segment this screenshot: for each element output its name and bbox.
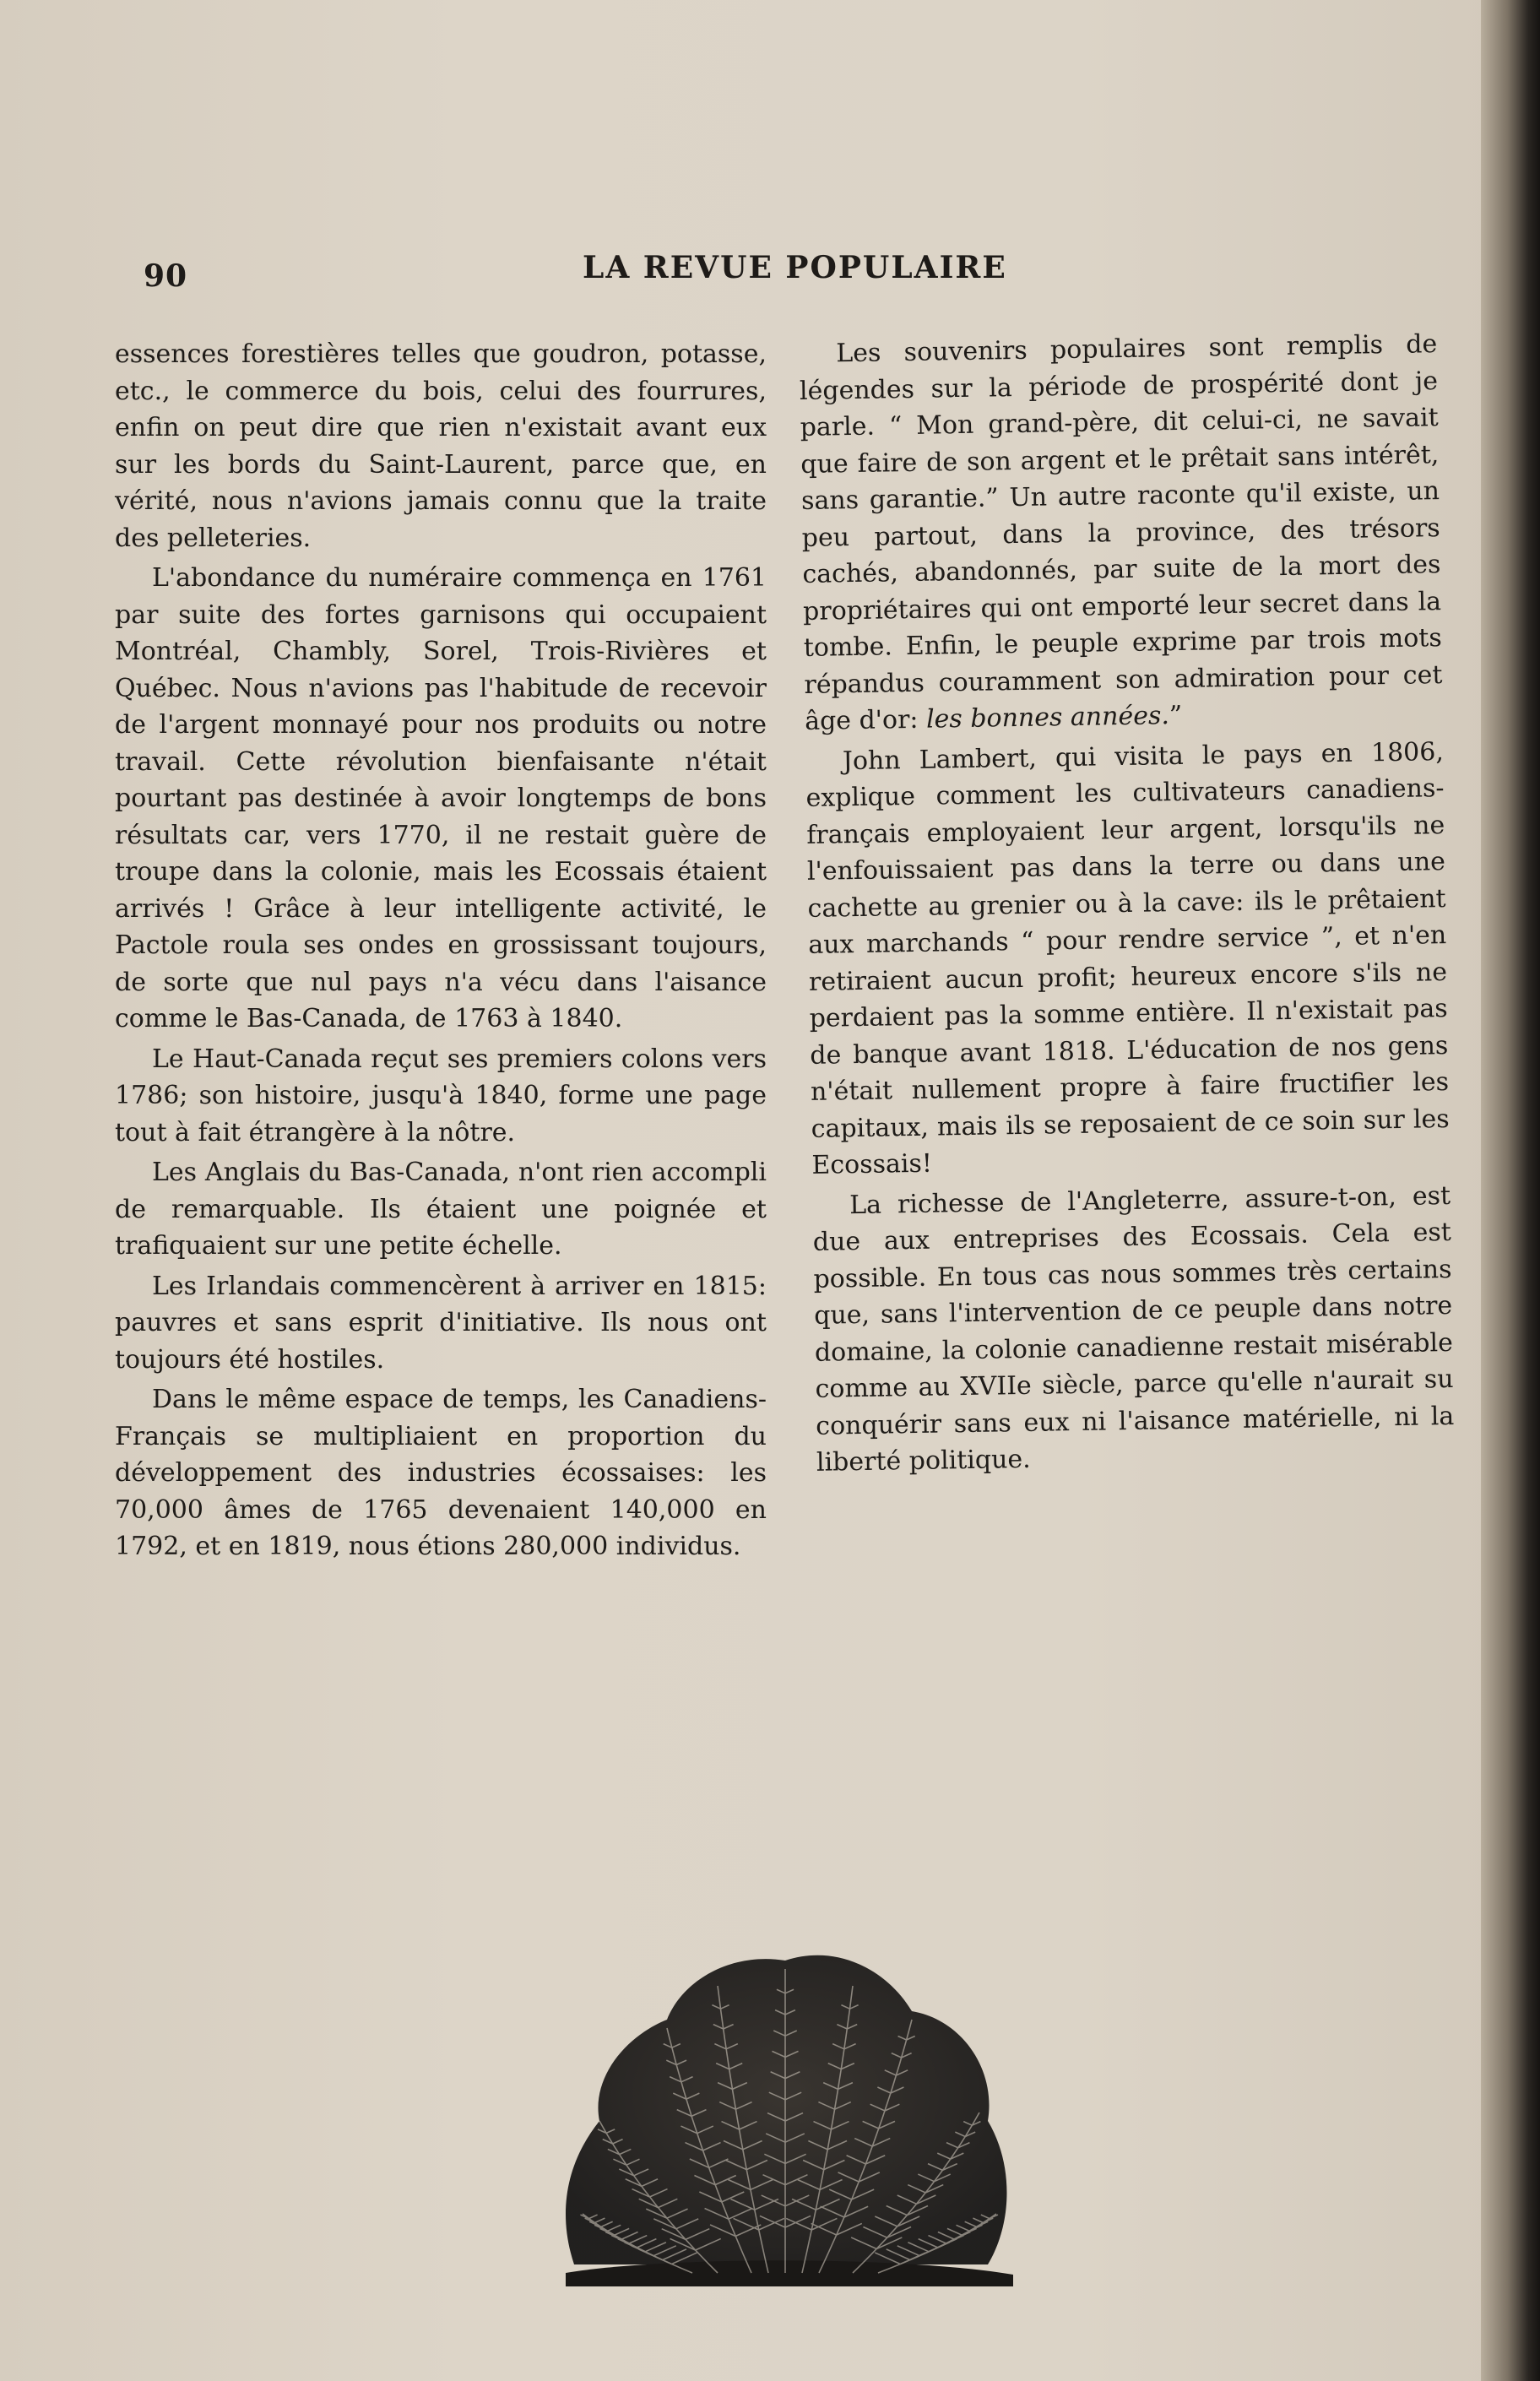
paragraph: Le Haut-Canada reçut ses premiers colons vers 1786; son histoire, jusqu'à 1840, forme une page tout à fait étrangère à la nôtre. [115,1044,767,1147]
italic-phrase: les bonnes années. [925,701,1170,735]
paragraph-text: Les souvenirs populaires sont remplis de légendes sur la période de prospérité dont je parle. “ Mon grand-père, dit celui-ci, ne savait que faire de son argent et le prêtait sans intérêt, sans garantie.” Un autre raconte qu'il existe, un peu partout, dans la province, des trésors cachés, abandonnés, par suite de la mort des propriétaires qui ont emporté leur secret dans la tombe. Enfin, le peuple exprime par trois mots répandus couramment son admiration pour cet âge d'or: [799,329,1443,736]
paragraph: La richesse de l'Angleterre, assure-t-on, est due aux entreprises des Ecossais. Cela est possible. En tous cas nous sommes très certains que, sans l'intervention de ce peuple dans notre domaine, la colonie canadienne restait misérable comme au XVIIe siècle, parce qu'elle n'aurait su conquérir sans eux ni l'aisance matérielle, ni la liberté politique. [812,1180,1455,1478]
paragraph: L'abondance du numéraire commença en 1761 par suite des fortes garnisons qui occupaient Montréal, Chambly, Sorel, Trois-Rivières et Québec. Nous n'avions pas l'habitude de recevoir de l'argent monnayé pour nos produits ou notre travail. Cette révolution bienfaisante n'était pourtant pas destinée à avoir longtemps de bons résultats car, vers 1770, il ne restait guère de troupe dans la colonie, mais les Ecossais étaient arrivés ! Grâce à leur intelligente activité, le Pactole roula ses ondes en grossissant toujours, de sorte que nul pays n'a vécu dans l'aisance comme le Bas-Canada, de 1763 à 1840. [115,563,767,1033]
paragraph: essences forestières telles que goudron, potasse, etc., le commerce du bois, celui des fourrures, enfin on peut dire que rien n'existait avant eux sur les bords du Saint-Laurent, parce que, en vérité, nous n'avions jamais connu que la traite des pelleteries. [115,339,767,553]
paragraph: Les Anglais du Bas-Canada, n'ont rien accompli de remarquable. Ils étaient une poignée et trafiquaient sur une petite échelle. [115,1158,767,1261]
closing-quote: ” [1169,700,1183,731]
page-header [144,245,1461,296]
running-title: LA REVUE POPULAIRE [583,250,1007,285]
paragraph: Les Irlandais commencèrent à arriver en 1815: pauvres et sans esprit d'initiative. Ils nous ont toujours été hostiles. [115,1271,767,1375]
book-spine-shadow [1481,0,1540,2381]
paragraph: Dans le même espace de temps, les Canadiens-Français se multipliaient en proportion du développement des industries écossaises: les 70,000 âmes de 1765 devenaient 140,000 en 1792, et en 1819, nous étions 280,000 individus. [115,1385,767,1561]
right-column [799,326,1455,1484]
page-number: 90 [144,258,188,294]
paragraph: John Lambert, qui visita le pays en 1806, explique comment les cultivateurs canadiens-français employaient leur argent, lorsqu'ils ne l'enfouissaient pas dans la terre ou dans une cachette au grenier ou à la cave: ils le prêtaient aux marchands “ pour rendre service ”, et n'en retiraient aucun profit; heureux encore s'ils ne perdaient pas la somme entière. Il n'existait pas de banque avant 1818. L'éducation de nos gens n'était nullement propre à faire fructifier les capitaux, mais ils se reposaient de ce soin sur les Ecossais! [805,736,1450,1180]
left-column [115,336,767,1569]
fern-foliage-icon [540,1910,1030,2298]
paragraph [799,326,1443,740]
